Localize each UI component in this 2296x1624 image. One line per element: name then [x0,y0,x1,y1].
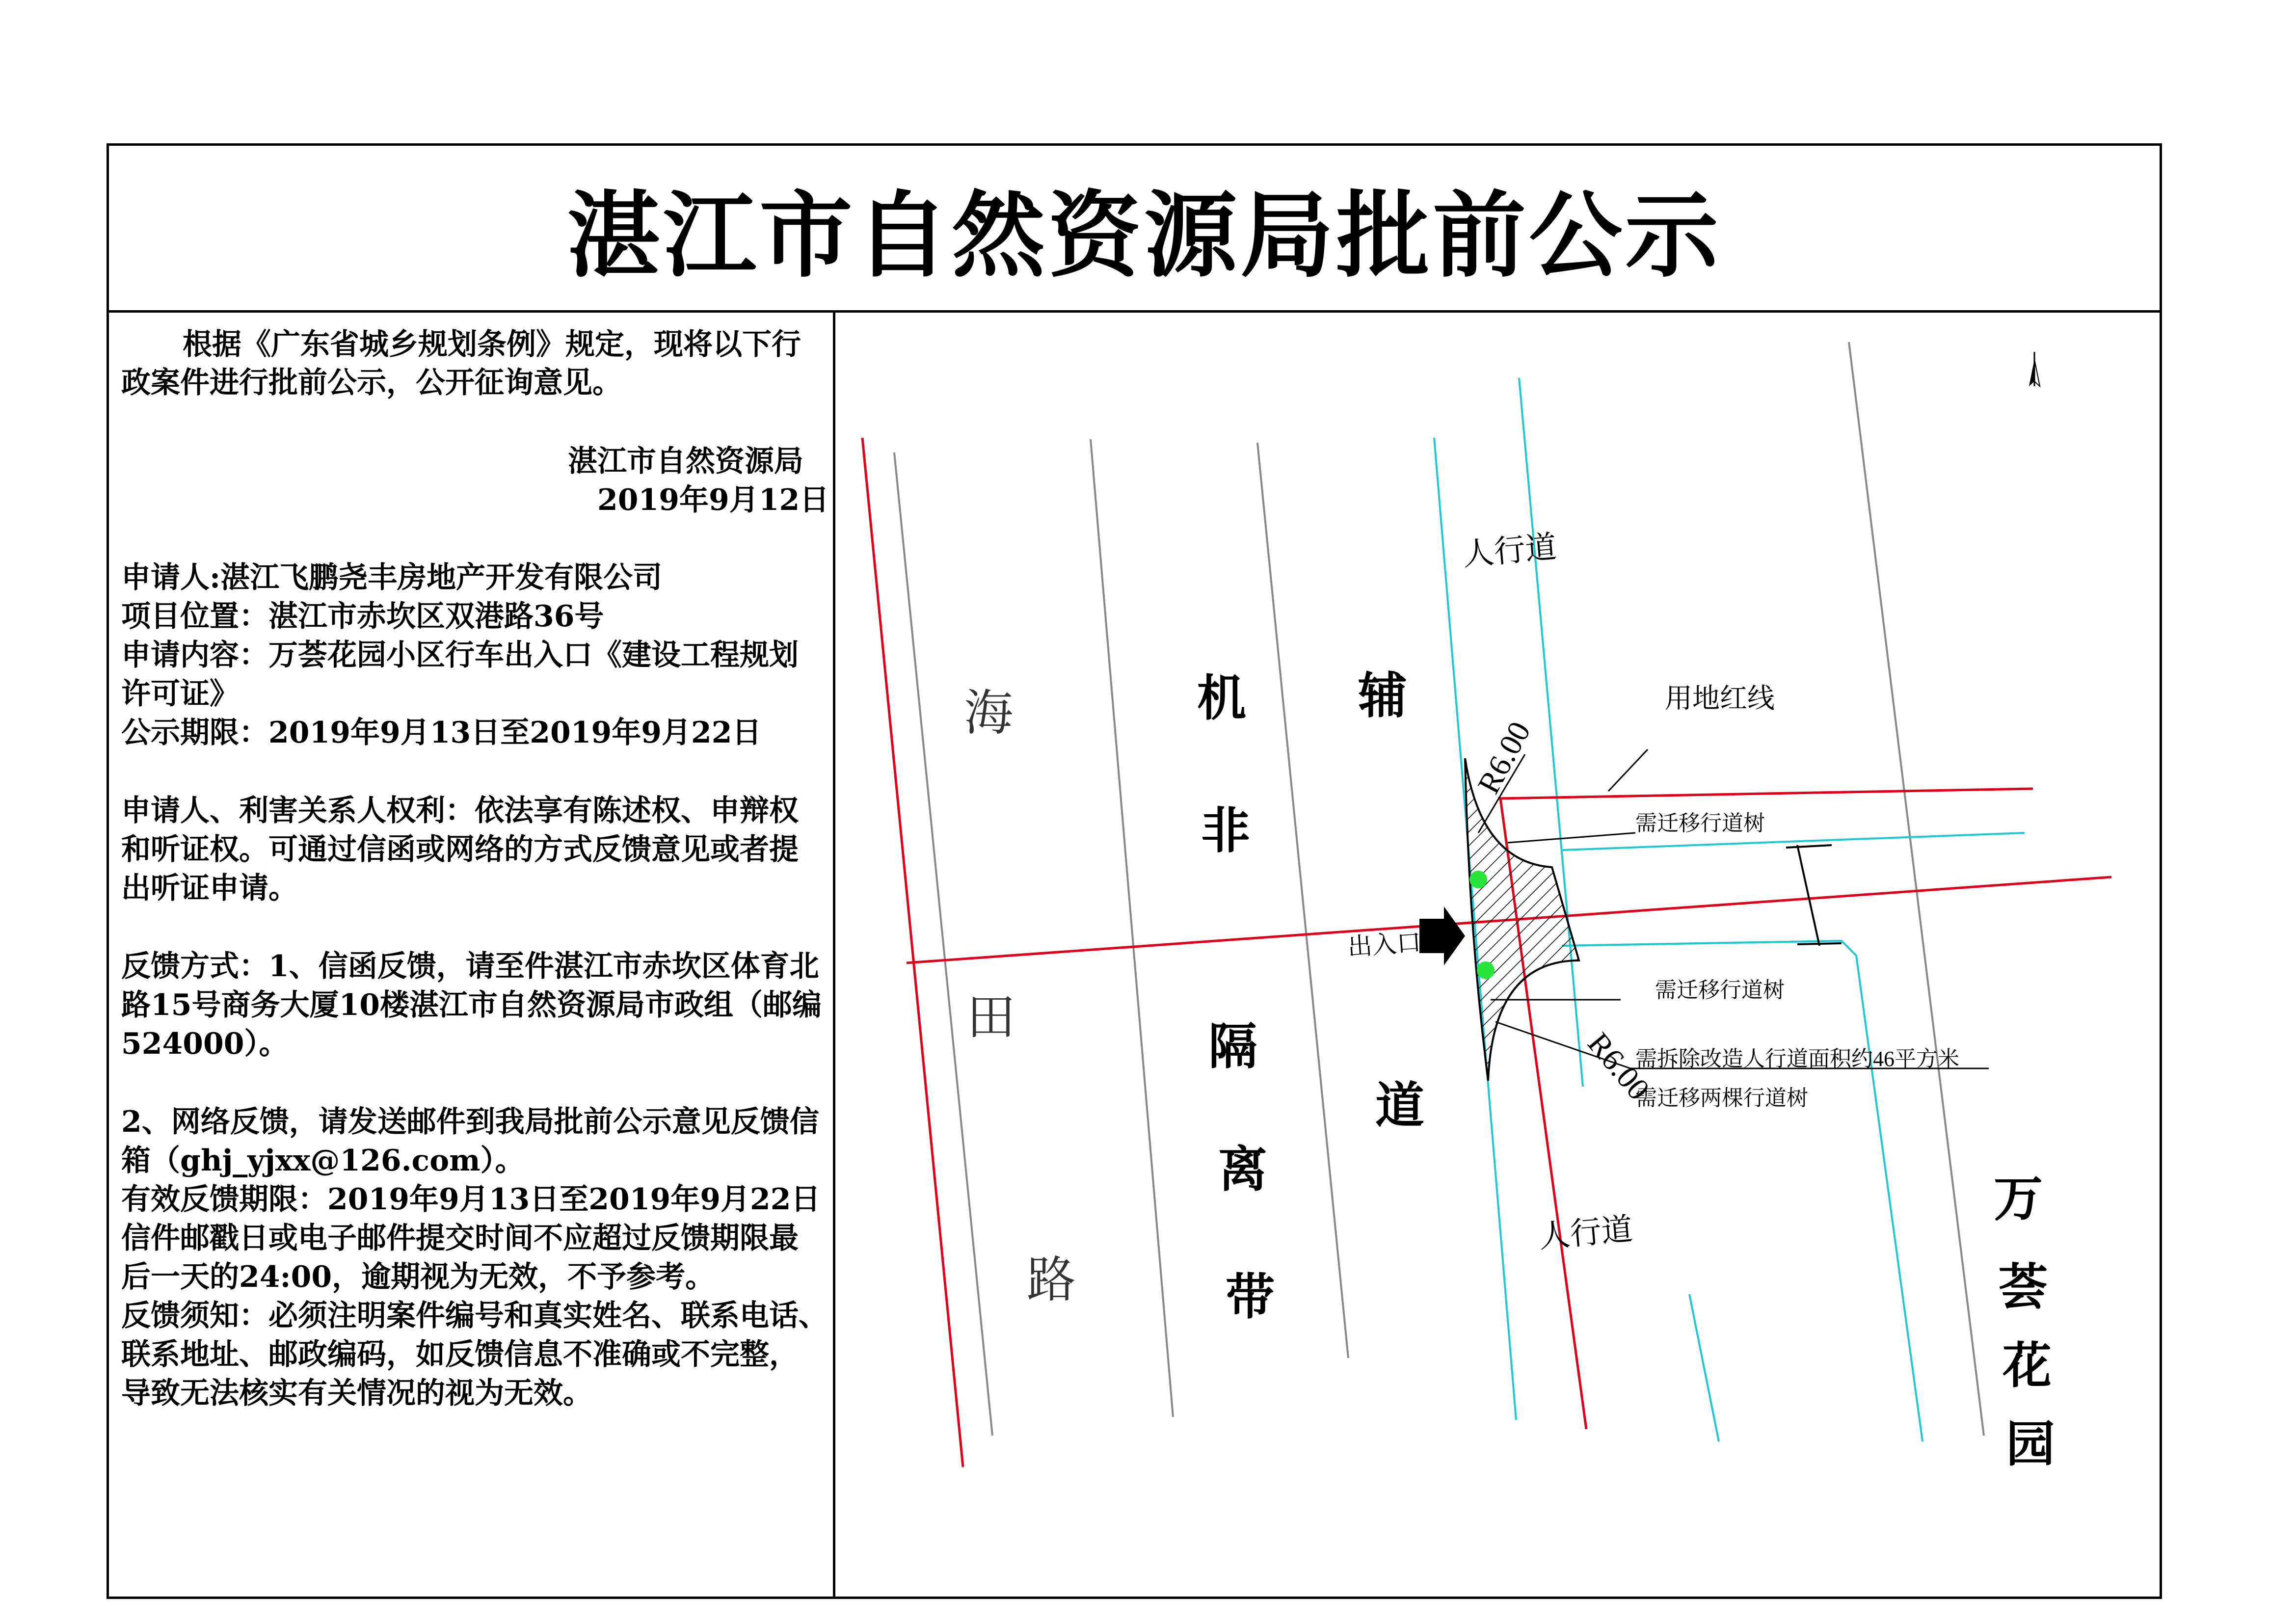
estate-char-4: 园 [2006,1415,2055,1473]
tree-note: 需迁移两棵行道树 [1635,1086,1808,1110]
width-dimension [1786,845,1842,946]
title-row [109,146,2160,313]
demolish-note: 需拆除改造人行道面积约46平方米 [1635,1047,1959,1071]
jifei-char-2: 非 [1201,802,1250,859]
fudao-char-1: 辅 [1358,667,1407,724]
tree-icon-top [1469,871,1487,888]
road-label-haitian [964,686,1076,1307]
issuer: 湛江市自然资源局 [568,444,803,479]
site-plan-drawing [835,313,2160,1597]
entrance-hatch-area [1465,758,1579,1081]
notes-line-2: 联系地址、邮政编码，如反馈信息不准确或不完整， [121,1337,799,1372]
application-content-line-1: 申请内容：万荟花园小区行车出入口《建设工程规划 [121,638,799,672]
fudao-char-2: 道 [1375,1077,1424,1134]
notice-period: 公示期限：2019年9月13日至2019年9月22日 [121,716,762,750]
tree-icon-bottom [1477,961,1495,979]
feedback-email-line-1: 2、网络反馈，请发送邮件到我局批前公示意见反馈信 [121,1105,819,1139]
radius-label-top: R6.00 [1470,716,1537,799]
notes-line-1: 反馈须知：必须注明案件编号和真实姓名、联系电话、 [121,1299,828,1333]
jifei-char-1: 机 [1197,669,1246,727]
haitian-char-2: 田 [966,990,1015,1045]
project-location: 项目位置：湛江市赤坎区双港路36号 [121,599,604,634]
estate-char-2: 荟 [1999,1258,2048,1316]
estate-char-3: 花 [2002,1337,2052,1394]
rights-line-1: 申请人、利害关系人权利：依法享有陈述权、申辩权 [121,794,799,828]
tree-label-bottom: 需迁移行道树 [1655,978,1785,1002]
haitian-char-1: 海 [964,686,1013,741]
feedback-mail-line-1: 反馈方式：1、信函反馈，请至件湛江市赤坎区体育北 [121,949,819,984]
north-arrow-icon [2029,352,2040,386]
entrance-arrow-icon [1419,906,1465,965]
issue-date: 2019年9月12日 [597,483,829,517]
entrance-label: 出入口 [1346,928,1422,961]
valid-feedback-period: 有效反馈期限：2019年9月13日至2019年9月22日 [121,1182,821,1217]
haitian-char-3: 路 [1027,1253,1076,1307]
rights-line-2: 和听证权。可通过信函或网络的方式反馈意见或者提 [121,832,799,867]
sidewalk-label-bottom: 人行道 [1537,1211,1634,1254]
deadline-line-1: 信件邮戳日或电子邮件提交时间不应超过反馈期限最 [121,1221,799,1255]
application-content-line-2: 许可证》 [121,677,239,711]
feedback-mail-line-3: 524000）。 [121,1027,289,1061]
jifei-char-5: 带 [1226,1268,1275,1326]
road-label-fudao [1358,667,1424,1134]
red-line-label: 用地红线 [1665,684,1775,714]
notice-frame [107,143,2162,1599]
sidewalk-label-top: 人行道 [1461,529,1558,572]
feedback-email-line-2: 箱（ghj_yjxx@126.com）。 [121,1144,525,1178]
deadline-line-2: 后一天的24:00，逾期视为无效，不予参考。 [121,1260,715,1294]
estate-char-1: 万 [1994,1170,2043,1227]
applicant: 申请人:湛江飞鹏尧丰房地产开发有限公司 [121,560,663,595]
site-plan-map [835,313,2160,1597]
jifei-char-3: 隔 [1208,1018,1257,1075]
radius-label-bottom: R6.00 [1581,1026,1657,1107]
estate-label [1994,1170,2055,1473]
intro-line-2: 政案件进行批前公示，公开征询意见。 [121,366,622,400]
page-title: 湛江市自然资源局批前公示 [566,181,1721,290]
rights-line-3: 出听证申请。 [121,871,298,905]
road-label-jifei [1197,669,1275,1326]
feedback-mail-line-2: 路15号商务大厦10楼湛江市自然资源局市政组（邮编 [121,988,822,1022]
tree-label-top: 需迁移行道树 [1635,811,1765,835]
map-annotations [1347,529,1959,1254]
notice-text-panel [109,313,835,1597]
notes-line-3: 导致无法核实有关情况的视为无效。 [121,1376,592,1411]
jifei-char-4: 离 [1218,1141,1267,1198]
intro-line-1: 根据《广东省城乡规划条例》规定，现将以下行 [183,327,801,362]
